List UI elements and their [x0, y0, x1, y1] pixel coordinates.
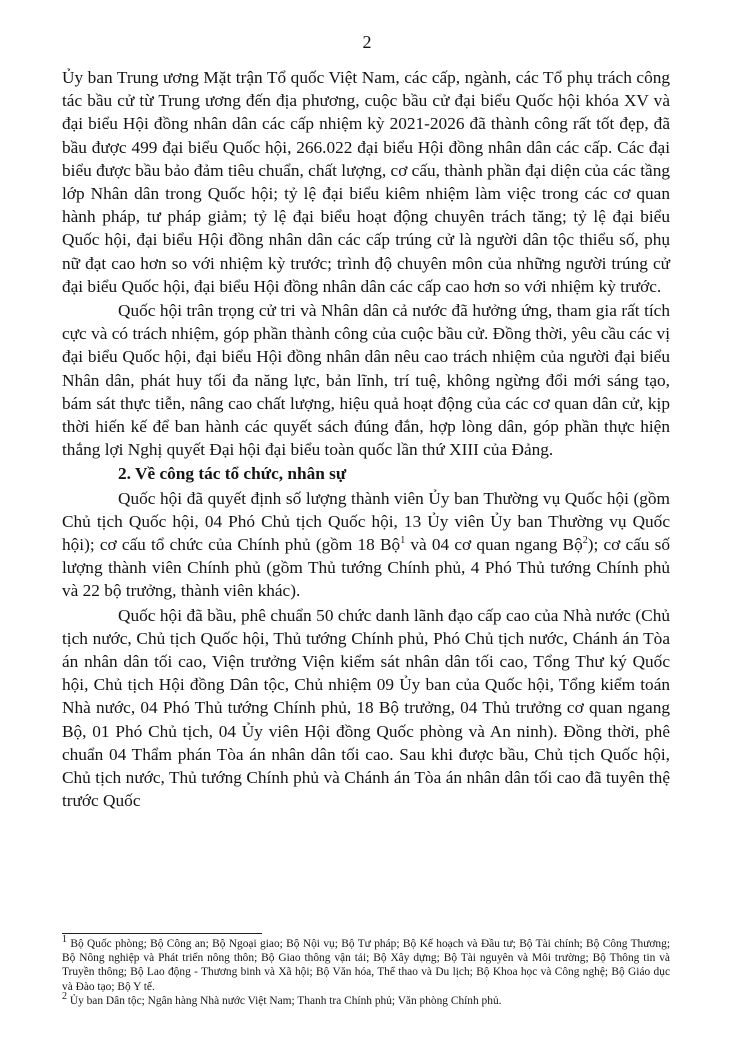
paragraph-text: và 04 cơ quan ngang Bộ [405, 535, 583, 555]
footnote-ref-1: 1 [400, 535, 406, 547]
document-body [62, 66, 670, 814]
section-heading: 2. Về công tác tổ chức, nhân sự [118, 464, 347, 484]
footnote-ref-2: 2 [582, 535, 588, 547]
footnote-2-mark: 2 [62, 991, 67, 1003]
footnote-divider [62, 933, 262, 934]
footnotes [62, 934, 670, 1008]
footnote-1 [62, 934, 670, 994]
footnote-2-text: Ủy ban Dân tộc; Ngân hàng Nhà nước Việt Nam; Thanh tra Chính phủ; Văn phòng Chính phủ. [67, 994, 502, 1007]
footnote-1-mark: 1 [62, 934, 67, 946]
paragraph-election-results: Ủy ban Trung ương Mặt trận Tổ quốc Việt Nam, các cấp, ngành, các Tổ phụ trách công tác bầu cử từ Trung ương đến địa phương, cuộc bầu cử đại biểu Quốc hội khóa XV và đại biểu Hội đồng nhân dân các cấp nhiệm kỳ 2021-2026 đã thành công rất tốt đẹp, đã bầu được 499 đại biểu Quốc hội, 266.022 đại biểu Hội đồng nhân dân các cấp. Các đại biểu được bầu bảo đảm tiêu chuẩn, chất lượng, cơ cấu, thành phần đại diện của các tầng lớp Nhân dân trong Quốc hội; tỷ lệ đại biểu kiêm nhiệm làm việc trong các cơ quan hành pháp, tư pháp giảm; tỷ lệ đại biểu hoạt động chuyên trách tăng; tỷ lệ đại biểu Quốc hội, đại biểu Hội đồng nhân dân các cấp trúng cử là người dân tộc thiểu số, phụ nữ đạt cao hơn so với nhiệm kỳ trước; trình độ chuyên môn của những người trúng cử đại biểu Quốc hội, đại biểu Hội đồng nhân dân các cấp cao hơn so với nhiệm kỳ trước. [62, 68, 670, 296]
paragraph-text: ); cơ cấu số lượng thành viên Chính phủ (gồm Thủ tướng Chính phủ, 4 Phó Thủ tướng Chính phủ và 22 bộ trưởng, thành viên khác). [62, 535, 670, 601]
paragraph-elections-personnel: Quốc hội đã bầu, phê chuẩn 50 chức danh lãnh đạo cấp cao của Nhà nước (Chủ tịch nước, Chủ tịch Quốc hội, Thủ tướng Chính phủ, Phó Chủ tịch nước, Chánh án Tòa án nhân dân tối cao, Viện trưởng Viện kiểm sát nhân dân tối cao, Tổng Thư ký Quốc hội, Chủ tịch Hội đồng Dân tộc, Chủ nhiệm 09 Ủy ban của Quốc hội, Tổng kiểm toán Nhà nước, 04 Phó Thủ tướng Chính phủ, 18 Bộ trưởng, 04 Thủ trưởng cơ quan ngang Bộ, 01 Phó Chủ tịch, 04 Ủy viên Hội đồng Quốc phòng và An ninh). Đồng thời, phê chuẩn 04 Thẩm phán Tòa án nhân dân tối cao. Sau khi được bầu, Chủ tịch Quốc hội, Chủ tịch nước, Thủ tướng Chính phủ và Chánh án Tòa án nhân dân tối cao đã tuyên thệ trước Quốc [62, 605, 670, 811]
paragraph-appreciation: Quốc hội trân trọng cử tri và Nhân dân cả nước đã hưởng ứng, tham gia rất tích cực và có trách nhiệm, góp phần thành công của cuộc bầu cử. Đồng thời, yêu cầu các vị đại biểu Quốc hội, đại biểu Hội đồng nhân dân nêu cao trách nhiệm của người đại biểu Nhân dân, phát huy tối đa năng lực, bản lĩnh, trí tuệ, không ngừng đổi mới sáng tạo, bám sát thực tiễn, nâng cao chất lượng, hiệu quả hoạt động của các cơ quan dân cử, kịp thời hiến kế để ban hành các quyết sách đúng đắn, hợp lòng dân, góp phần thực hiện thắng lợi Nghị quyết Đại hội đại biểu toàn quốc lần thứ XIII của Đảng. [62, 301, 670, 460]
paragraph-text: Quốc hội đã quyết định số lượng thành viên Ủy ban Thường vụ Quốc hội (gồm Chủ tịch Quốc hội, 04 Phó Chủ tịch Quốc hội, 13 Ủy viên Ủy ban Thường vụ Quốc hội); cơ cấu tổ chức của Chính phủ (gồm 18 Bộ [62, 488, 670, 555]
page-number: 2 [362, 32, 372, 52]
footnote-1-text: Bộ Quốc phòng; Bộ Công an; Bộ Ngoại giao; Bộ Nội vụ; Bộ Tư pháp; Bộ Kế hoạch và Đầu tư; Bộ Tài chính; Bộ Công Thương; Bộ Nông nghiệp và Phát triển nông thôn; Bộ Giao thông vận tải; Bộ Xây dựng; Bộ Tài nguyên và Môi trường; Bộ Thông tin và Truyền thông; Bộ Lao động - Thương binh và Xã hội; Bộ Văn hóa, Thể thao và Du lịch; Bộ Khoa học và Công nghệ; Bộ Giáo dục và Đào tạo; Bộ Y tế. [62, 938, 670, 993]
paragraph-organization [62, 487, 670, 603]
footnote-2 [62, 991, 670, 1008]
